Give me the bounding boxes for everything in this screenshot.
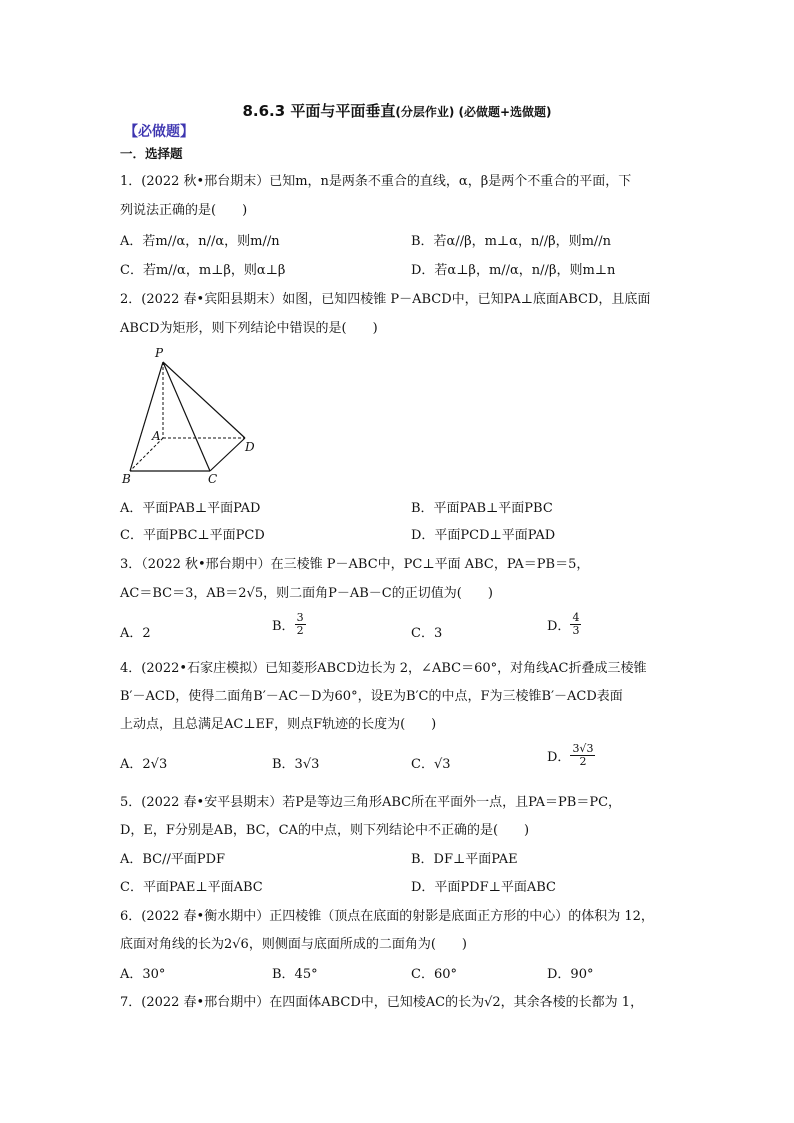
q3-stem-line2: AC＝BC＝3，AB＝2√5，则二面角P－AB－C的正切值为( ) bbox=[120, 586, 493, 601]
q3-option-b bbox=[272, 612, 306, 637]
q3-stem-line1: 3．（2022 秋•邢台期中）在三棱锥 P－ABC中，PC⊥平面 ABC，PA＝PB＝5， bbox=[120, 557, 590, 572]
edge-cd bbox=[210, 438, 245, 471]
label-c: C bbox=[208, 472, 218, 486]
q4-option-a: A．2√3 bbox=[120, 757, 168, 772]
q6-option-d: D．90° bbox=[547, 967, 594, 982]
q1-option-d: D．若α⊥β，m//α，n//β，则m⊥n bbox=[411, 263, 616, 278]
q4-option-d-fraction bbox=[570, 743, 595, 768]
q3-option-b-label: B． bbox=[272, 619, 295, 634]
q5-option-d: D．平面PDF⊥平面ABC bbox=[411, 880, 556, 895]
q2-option-c: C．平面PBC⊥平面PCD bbox=[120, 528, 265, 543]
label-b: B bbox=[122, 472, 131, 486]
pyramid-figure bbox=[118, 342, 268, 488]
q1-stem-line1: 1．(2022 秋•邢台期末）已知m，n是两条不重合的直线，α，β是两个不重合的平面，下 bbox=[120, 174, 632, 189]
q3-b-denominator: 2 bbox=[296, 624, 304, 637]
page-title bbox=[0, 100, 794, 121]
q3-d-denominator: 3 bbox=[572, 624, 580, 637]
q6-stem-line1: 6．(2022 春•衡水期中）正四棱锥（顶点在底面的射影是底面正方形的中心）的体积为 12， bbox=[120, 909, 654, 924]
q1-option-b: B．若α//β，m⊥α，n//β，则m//n bbox=[411, 234, 612, 249]
label-p: P bbox=[155, 346, 164, 360]
label-d: D bbox=[245, 440, 255, 454]
section-heading: 一．选择题 bbox=[120, 146, 183, 161]
q5-option-a: A．BC//平面PDF bbox=[120, 852, 226, 867]
q4-option-d-label: D． bbox=[547, 750, 571, 765]
label-a: A bbox=[152, 429, 161, 443]
q3-option-c: C．3 bbox=[411, 626, 443, 641]
q6-option-c: C．60° bbox=[411, 967, 457, 982]
q2-option-d: D．平面PCD⊥平面PAD bbox=[411, 528, 556, 543]
q2-option-b: B．平面PAB⊥平面PBC bbox=[411, 501, 553, 516]
q4-stem-line1: 4．(2022•石家庄模拟）已知菱形ABCD边长为 2，∠ABC＝60°，对角线AC折叠成三棱锥 bbox=[120, 661, 647, 676]
edge-pd bbox=[163, 362, 245, 438]
q2-stem-line2: ABCD为矩形，则下列结论中错误的是( ) bbox=[120, 321, 378, 336]
q4-d-numerator: 3√3 bbox=[572, 742, 594, 755]
q5-option-c: C．平面PAE⊥平面ABC bbox=[120, 880, 263, 895]
q6-option-b: B．45° bbox=[272, 967, 318, 982]
q2-stem-line1: 2．(2022 春•宾阳县期末）如图，已知四棱锥 P－ABCD中，已知PA⊥底面ABCD，且底面 bbox=[120, 292, 651, 307]
q4-stem-line2: B′－ACD，使得二面角B′－AC－D为60°，设E为B′C的中点，F为三棱锥B′－ACD表面 bbox=[120, 689, 623, 704]
q5-option-b: B．DF⊥平面PAE bbox=[411, 852, 518, 867]
q3-option-a: A．2 bbox=[120, 626, 151, 641]
title-main: 8.6.3 平面与平面垂直 bbox=[242, 102, 396, 120]
edge-pc bbox=[163, 362, 210, 471]
q4-option-d bbox=[547, 743, 595, 768]
q5-stem-line1: 5．(2022 春•安平县期末）若P是等边三角形ABC所在平面外一点，且PA＝PB＝PC， bbox=[120, 795, 622, 810]
title-sub: (分层作业) (必做题+选做题) bbox=[395, 105, 552, 119]
q1-option-c: C．若m//α，m⊥β，则α⊥β bbox=[120, 263, 286, 278]
q4-d-denominator: 2 bbox=[579, 755, 587, 768]
q4-stem-line3: 上动点，且总满足AC⊥EF，则点F轨迹的长度为( ) bbox=[120, 717, 437, 732]
q7-stem-line1: 7．(2022 春•邢台期中）在四面体ABCD中，已知棱AC的长为√2，其余各棱的长都为 1， bbox=[120, 995, 644, 1010]
q6-stem-line2: 底面对角线的长为2√6，则侧面与底面所成的二面角为( ) bbox=[120, 937, 467, 952]
required-tag: 【必做题】 bbox=[124, 124, 194, 140]
q3-option-b-fraction bbox=[295, 612, 306, 637]
q4-option-b: B．3√3 bbox=[272, 757, 320, 772]
q1-option-a: A．若m//α，n//α，则m//n bbox=[120, 234, 280, 249]
q5-stem-line2: D，E，F分别是AB，BC，CA的中点，则下列结论中不正确的是( ) bbox=[120, 823, 530, 838]
q1-stem-line2: 列说法正确的是( ) bbox=[120, 203, 248, 218]
q2-option-a: A．平面PAB⊥平面PAD bbox=[120, 501, 261, 516]
edge-pb bbox=[130, 362, 163, 471]
q3-option-d bbox=[547, 612, 581, 637]
q3-option-d-label: D． bbox=[547, 619, 571, 634]
q3-b-numerator: 3 bbox=[296, 611, 304, 624]
q3-option-d-fraction bbox=[570, 612, 581, 637]
q4-option-c: C．√3 bbox=[411, 757, 451, 772]
q3-d-numerator: 4 bbox=[572, 611, 580, 624]
q6-option-a: A．30° bbox=[120, 967, 166, 982]
